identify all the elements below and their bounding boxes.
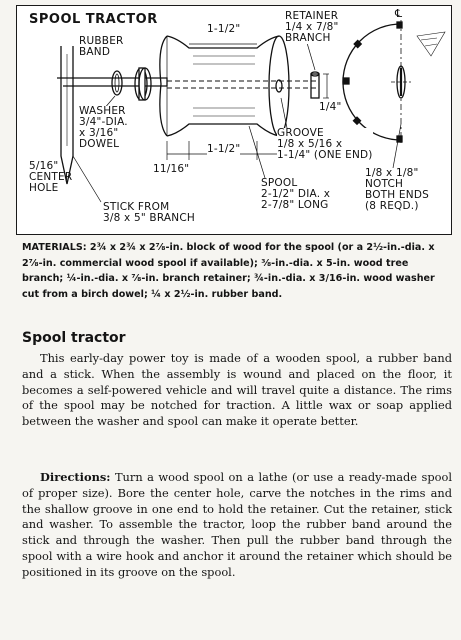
label-groove: GROOVE 1/8 x 5/16 x 1-1/4" (ONE END) <box>277 127 373 161</box>
directions-lead: Directions: <box>40 470 111 484</box>
label-washer: WASHER 3/4"-DIA. x 3/16" DOWEL <box>79 105 128 150</box>
label-center-hole: 5/16" CENTER HOLE <box>29 160 73 194</box>
label-retainer: RETAINER 1/4 x 7/8" BRANCH <box>285 10 339 44</box>
label-spool: SPOOL 2-1/2" DIA. x 2-7/8" LONG <box>261 177 331 211</box>
materials-list <box>22 240 450 302</box>
label-retainer-dim: 1/4" <box>319 101 342 113</box>
label-stick: STICK FROM 3/8 x 5" BRANCH <box>103 201 195 224</box>
label-top-width: 1-1/2" <box>207 23 241 35</box>
diagram-title: SPOOL TRACTOR <box>29 12 158 27</box>
materials-text: 2¾ x 2¾ x 2⅞-in. block of wood for the spool (or a 2½-in.-dia. x 2⅞-in. commercial wood spool if available); ⅜-in.-dia. x 5-in. wood tree branch; ¼-in.-dia. x ⅞-in. branch retainer; ¾-in.-dia. x 3/16-in. wood washer cut from a birch dowel; ¼ x 2½-in. rubber band. <box>22 242 435 300</box>
spool-tractor-diagram <box>16 5 452 235</box>
article-heading: Spool tractor <box>22 330 126 346</box>
article-paragraph-directions <box>22 470 452 581</box>
materials-lead: MATERIALS: <box>22 242 87 253</box>
directions-text: Turn a wood spool on a lathe (or use a ready-made spool of proper size). Bore the center hole, carve the notches in the rims and the shallow groove in one end to hold the retainer. Cut the retainer, stick and washer. To assemble the tractor, loop the rubber band around the stick and through the washer. Then pull the rubber band through the spool with a wire hook and anchor it around the retainer which should be positioned in its groove on the spool. <box>22 470 452 579</box>
label-centerline: ℄ <box>395 7 403 20</box>
label-notch: 1/8 x 1/8" NOTCH BOTH ENDS (8 REQD.) <box>365 167 429 212</box>
article-paragraph-intro: This early-day power toy is made of a wooden spool, a rubber band and a stick. When the assembly is wound and placed on the floor, it becomes a self-powered vehicle and will travel quite a distance. The rims of the spool may be notched for traction. A little wax or soap applied between the washer and spool can make it operate better. <box>22 351 452 429</box>
label-bottom-width: 1-1/2" <box>207 143 241 155</box>
label-rubber-band: RUBBER BAND <box>79 35 124 58</box>
label-rim-width: 11/16" <box>153 163 190 175</box>
